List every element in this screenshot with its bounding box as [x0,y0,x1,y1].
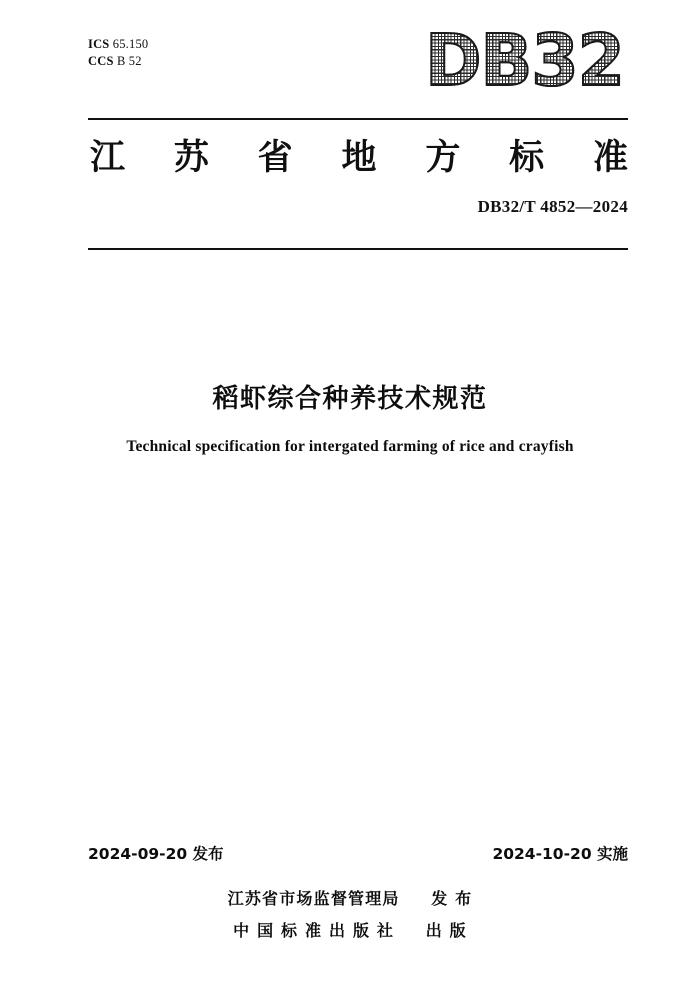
ccs-value: B 52 [116,53,142,68]
header-divider-bottom [88,248,628,250]
standard-title-char: 地 [341,138,377,178]
ccs-label: CCS [88,53,114,68]
ics-classification-block [88,36,148,70]
standard-title-char: 苏 [173,138,209,178]
publisher-block [0,883,700,947]
standard-title-char: 江 [90,138,126,178]
db32-logo [374,19,624,106]
press-action: 出 版 [425,921,467,940]
issue-date: 2024-09-20 发布 [88,845,224,863]
standard-title-char: 省 [257,138,293,178]
ics-line [88,36,148,53]
standard-title-char: 方 [425,138,461,178]
press-line [0,915,700,947]
ics-label: ICS [88,37,110,51]
header-divider-top [88,118,628,120]
standard-title-char: 标 [509,138,545,178]
issuing-organization-action: 发 布 [431,889,473,908]
db32-logo-text: DB32 [425,19,624,103]
implementation-date: 2024-10-20 实施 [492,845,628,863]
standard-title-char: 准 [592,138,628,178]
document-title-english: Technical specification for intergated farming of rice and crayfish [126,438,574,455]
standard-type-title [90,130,628,180]
standard-number: DB32/T 4852—2024 [477,197,628,216]
ccs-line [88,53,148,70]
press-name: 中 国 标 准 出 版 社 [233,921,395,940]
ics-value: 65.150 [112,37,149,51]
issuing-organization-line [0,883,700,915]
document-title-chinese: 稻虾综合种养技术规范 [212,384,488,414]
date-row [88,842,628,864]
issuing-organization-name: 江苏省市场监督管理局 [227,889,400,908]
